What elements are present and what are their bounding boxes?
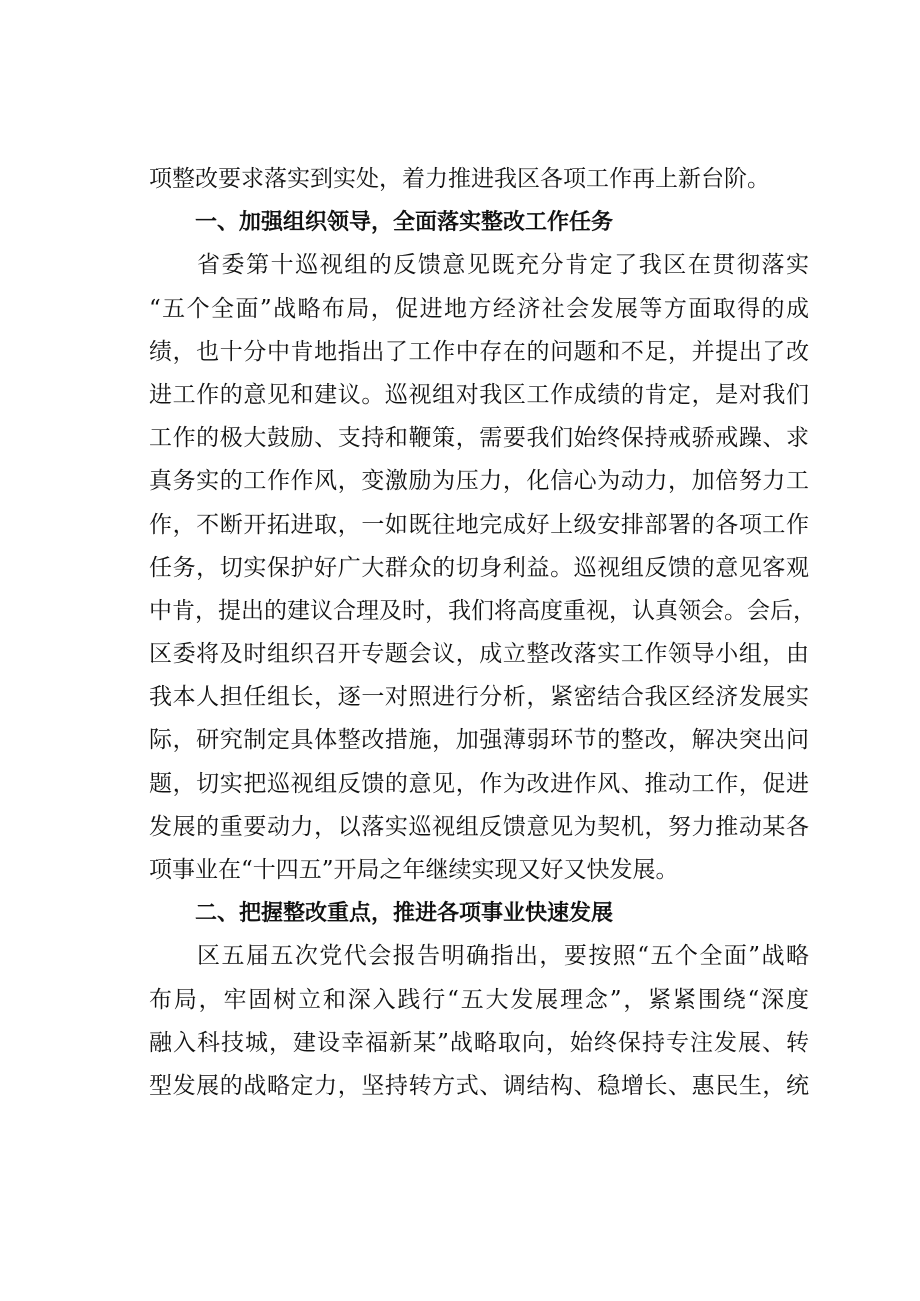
paragraph-line: 项事业在“十四五”开局之年继续实现又好又快发展。: [149, 857, 679, 883]
paragraph-line: 作，不断开拓进取，一如既往地完成好上级安排部署的各项工作: [149, 511, 809, 538]
paragraph-line: 项整改要求落实到实处，着力推进我区各项工作再上新台阶。: [149, 166, 770, 192]
paragraph-line: 型发展的战略定力，坚持转方式、调结构、稳增长、惠民生，统: [149, 1072, 809, 1099]
paragraph-line: 省委第十巡视组的反馈意见既充分肯定了我区在贯彻落实: [197, 252, 809, 279]
paragraph-line: 际，研究制定具体整改措施，加强薄弱环节的整改，解决突出问: [149, 727, 809, 754]
paragraph-line: 融入科技城，建设幸福新某”战略取向，始终保持专注发展、转: [149, 1029, 809, 1056]
paragraph-line: 布局，牢固树立和深入践行“五大发展理念”，紧紧围绕“深度: [149, 986, 809, 1013]
paragraph-line: 区委将及时组织召开专题会议，成立整改落实工作领导小组，由: [149, 641, 809, 668]
document-body: [149, 158, 816, 1108]
paragraph-line: 我本人担任组长，逐一对照进行分析，紧密结合我区经济发展实: [149, 684, 809, 711]
paragraph-line: 题，切实把巡视组反馈的意见，作为改进作风、推动工作，促进: [149, 770, 809, 797]
paragraph-line: “五个全面”战略布局，促进地方经济社会发展等方面取得的成: [149, 295, 809, 322]
paragraph-line: 发展的重要动力，以落实巡视组反馈意见为契机，努力推动某各: [149, 813, 809, 840]
paragraph-line: 工作的极大鼓励、支持和鞭策，需要我们始终保持戒骄戒躁、求: [149, 425, 809, 452]
section-heading-2: 二、把握整改重点，推进各项事业快速发展: [195, 901, 614, 927]
paragraph-line: 绩，也十分中肯地指出了工作中存在的问题和不足，并提出了改: [149, 338, 809, 365]
paragraph-line: 任务，切实保护好广大群众的切身利益。巡视组反馈的意见客观: [149, 554, 809, 581]
paragraph-line: 区五届五次党代会报告明确指出，要按照“五个全面”战略: [197, 943, 809, 970]
paragraph-line: 中肯，提出的建议合理及时，我们将高度重视，认真领会。会后，: [149, 597, 816, 624]
section-heading-1: 一、加强组织领导，全面落实整改工作任务: [195, 210, 614, 236]
paragraph-line: 进工作的意见和建议。巡视组对我区工作成绩的肯定，是对我们: [149, 381, 809, 408]
paragraph-line: 真务实的工作作风，变激励为压力，化信心为动力，加倍努力工: [149, 468, 809, 495]
